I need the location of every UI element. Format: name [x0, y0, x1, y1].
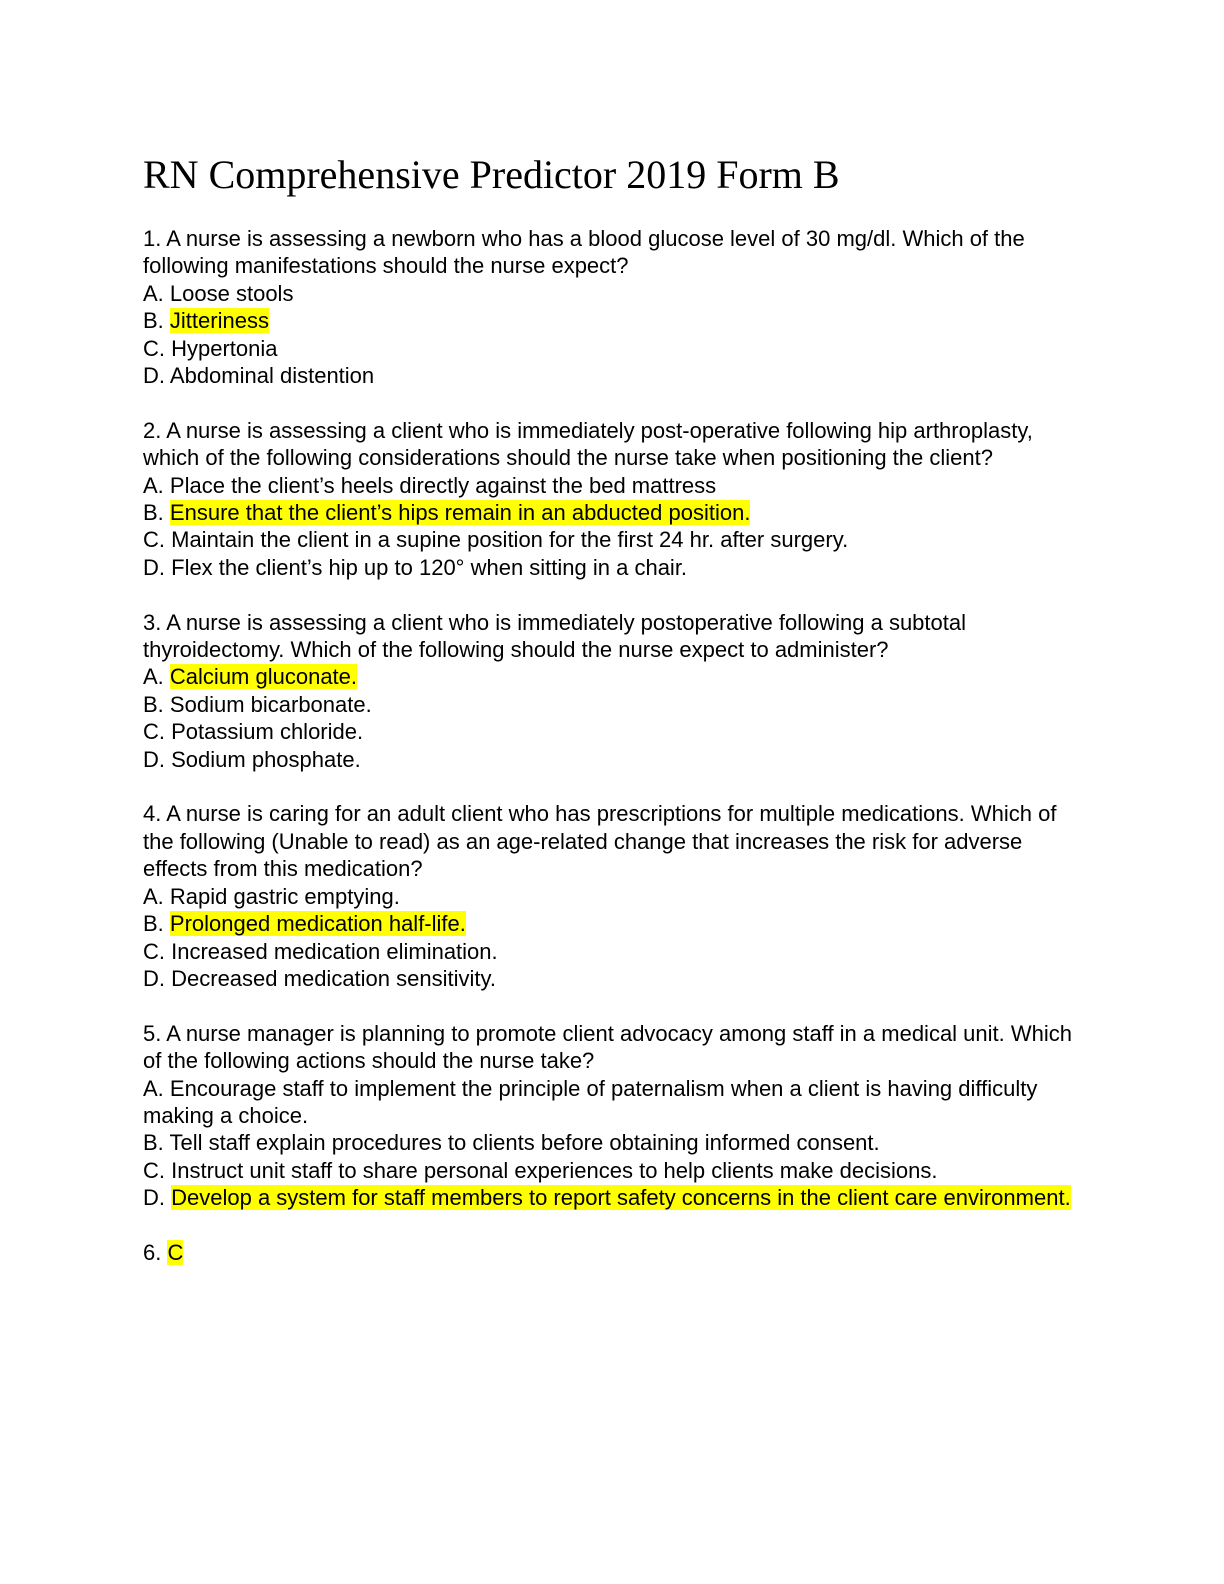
highlighted-answer: Ensure that the client’s hips remain in an abducted position.	[169, 500, 751, 526]
highlighted-answer: Jitteriness	[169, 308, 269, 334]
answer-option	[143, 1075, 1083, 1130]
question-stem: 5. A nurse manager is planning to promote client advocacy among staff in a medical unit. Which of the following actions should the nurse take?	[143, 1020, 1072, 1074]
highlighted-answer: Prolonged medication half-life.	[169, 911, 466, 937]
option-letter: D.	[143, 965, 165, 991]
option-text: Maintain the client in a supine position for the first 24 hr. after surgery.	[171, 527, 849, 553]
answer-option	[143, 1184, 1083, 1211]
answer-option	[143, 499, 1083, 526]
option-letter: D.	[143, 554, 165, 580]
option-letter: C.	[143, 527, 165, 553]
option-letter: A.	[143, 664, 164, 690]
option-letter: B.	[143, 911, 164, 937]
answer-options	[143, 472, 1083, 582]
option-letter: B.	[143, 1130, 164, 1156]
answer-options	[143, 1239, 1083, 1266]
option-text: Hypertonia	[171, 335, 278, 361]
option-letter: C.	[143, 335, 165, 361]
answer-option	[143, 1157, 1083, 1184]
question-5	[143, 1020, 1083, 1212]
option-letter: A.	[143, 883, 164, 909]
question-stem: 2. A nurse is assessing a client who is immediately post-operative following hip arthroplasty, which of the following considerations should the nurse take when positioning the client?	[143, 417, 1033, 471]
option-letter: B.	[143, 308, 164, 334]
option-letter: 6.	[143, 1239, 162, 1265]
question-stem: 4. A nurse is caring for an adult client who has prescriptions for multiple medications. Which of the following (Unable to read) as an age-related change that increases the risk for adverse effects from this medication?	[143, 801, 1057, 882]
question-6	[143, 1239, 1083, 1266]
answer-options	[143, 663, 1083, 773]
option-letter: B.	[143, 691, 164, 717]
answer-option	[143, 307, 1083, 334]
answer-option	[143, 1239, 1083, 1266]
option-text: Sodium phosphate.	[171, 746, 361, 772]
option-letter: B.	[143, 500, 164, 526]
question-1	[143, 225, 1083, 389]
question-2	[143, 417, 1083, 581]
option-text: Potassium chloride.	[171, 719, 364, 745]
option-text: Abdominal distention	[169, 363, 375, 389]
option-text: Increased medication elimination.	[171, 938, 498, 964]
question-list	[143, 225, 1083, 1294]
option-text: Tell staff explain procedures to clients before obtaining informed consent.	[169, 1130, 880, 1156]
answer-option	[143, 938, 1083, 965]
option-text: Flex the client’s hip up to 120° when sitting in a chair.	[171, 554, 688, 580]
option-text: Instruct unit staff to share personal experiences to help clients make decisions.	[171, 1157, 938, 1183]
option-text: Place the client’s heels directly against the bed mattress	[169, 472, 717, 498]
option-text: Decreased medication sensitivity.	[171, 965, 496, 991]
option-letter: C.	[143, 1157, 165, 1183]
question-3	[143, 609, 1083, 773]
option-letter: C.	[143, 938, 165, 964]
question-stem: 1. A nurse is assessing a newborn who has a blood glucose level of 30 mg/dl. Which of the following manifestations should the nurse expect?	[143, 226, 1025, 279]
option-text: Sodium bicarbonate.	[169, 691, 372, 717]
answer-option	[143, 718, 1083, 745]
option-letter: D.	[143, 746, 165, 772]
highlighted-answer: C	[167, 1239, 184, 1265]
highlighted-answer: Calcium gluconate.	[169, 664, 358, 690]
option-text: Rapid gastric emptying.	[169, 883, 400, 909]
answer-options	[143, 280, 1083, 390]
answer-option	[143, 883, 1083, 910]
option-letter: A.	[143, 472, 164, 498]
answer-option	[143, 691, 1083, 718]
option-text: Loose stools	[169, 280, 294, 306]
answer-option	[143, 362, 1083, 389]
answer-option	[143, 472, 1083, 499]
answer-options	[143, 883, 1083, 993]
answer-option	[143, 335, 1083, 362]
answer-option	[143, 280, 1083, 307]
answer-option	[143, 965, 1083, 992]
highlighted-answer: Develop a system for staff members to report safety concerns in the client care environment.	[171, 1185, 1071, 1211]
document-title: RN Comprehensive Predictor 2019 Form B	[143, 152, 840, 197]
answer-option	[143, 1129, 1083, 1156]
option-letter: D.	[143, 1185, 165, 1211]
answer-option	[143, 554, 1083, 581]
option-letter: A.	[143, 1075, 164, 1101]
answer-option	[143, 910, 1083, 937]
answer-option	[143, 663, 1083, 690]
option-letter: A.	[143, 280, 164, 306]
option-letter: C.	[143, 719, 165, 745]
option-text: Encourage staff to implement the principle of paternalism when a client is having difficulty making a choice.	[143, 1075, 1038, 1128]
answer-option	[143, 746, 1083, 773]
question-stem: 3. A nurse is assessing a client who is immediately postoperative following a subtotal thyroidectomy. Which of the following should the nurse expect to administer?	[143, 609, 966, 663]
answer-options	[143, 1075, 1083, 1212]
option-letter: D.	[143, 363, 165, 389]
answer-option	[143, 526, 1083, 553]
question-4	[143, 800, 1083, 992]
